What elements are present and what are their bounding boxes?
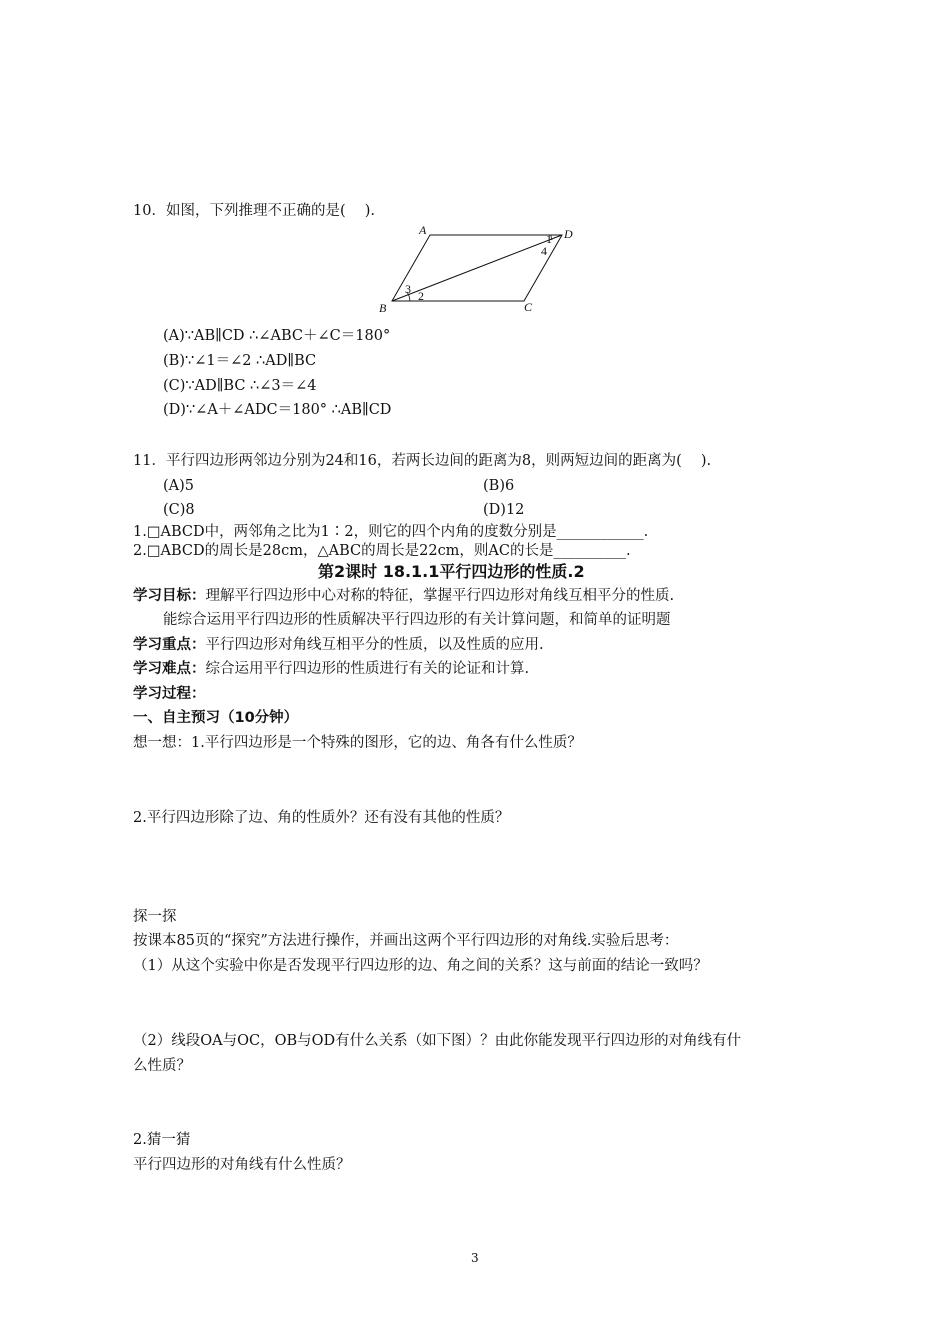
difficulty-line bbox=[133, 658, 529, 680]
process-label: 学习过程： bbox=[133, 686, 206, 702]
focus-label: 学习重点： bbox=[133, 637, 206, 653]
q10-option-c: (C)∵AD∥BC ∴∠3＝∠4 bbox=[163, 378, 317, 394]
label-angle-1: 1 bbox=[546, 232, 552, 246]
extra-question-1: 1.□ABCD中，两邻角之比为1∶2，则它的四个内角的度数分别是____________. bbox=[133, 524, 649, 540]
guess-title: 2.猜一猜 bbox=[133, 1132, 191, 1148]
label-b: B bbox=[379, 301, 387, 315]
goals-line-1 bbox=[133, 585, 674, 607]
explore-question-1: （1）从这个实验中你是否发现平行四边形的边、角之间的关系？这与前面的结论一致吗？ bbox=[133, 958, 708, 974]
lesson-title: 第2课时 18.1.1平行四边形的性质.2 bbox=[318, 562, 585, 581]
explore-question-2-line-2: 么性质？ bbox=[133, 1058, 191, 1074]
q11-option-b: (B)6 bbox=[483, 478, 515, 494]
difficulty-text: 综合运用平行四边形的性质进行有关的论证和计算. bbox=[205, 661, 530, 677]
q10-option-a: (A)∵AB∥CD ∴∠ABC＋∠C＝180° bbox=[163, 328, 391, 344]
q11-stem: 11．平行四边形两邻边分别为24和16，若两长边间的距离为8，则两短边间的距离为( ). bbox=[133, 453, 712, 469]
q11-option-c: (C)8 bbox=[163, 502, 195, 518]
label-angle-3: 3 bbox=[405, 282, 411, 296]
q11-option-d: (D)12 bbox=[483, 502, 525, 518]
label-angle-2: 2 bbox=[418, 289, 424, 303]
label-angle-4: 4 bbox=[541, 244, 547, 258]
page-number: 3 bbox=[471, 1251, 479, 1265]
label-c: C bbox=[524, 300, 533, 314]
goals-text-1: 理解平行四边形中心对称的特征，掌握平行四边形对角线互相平分的性质. bbox=[205, 588, 675, 604]
focus-line bbox=[133, 634, 544, 656]
q10-stem: 10．如图，下列推理不正确的是( ). bbox=[133, 203, 375, 219]
think-question-2: 2.平行四边形除了边、角的性质外？还有没有其他的性质？ bbox=[133, 810, 510, 826]
goals-text-2: 能综合运用平行四边形的性质解决平行四边形的有关计算问题，和简单的证明题 bbox=[163, 612, 671, 628]
explore-title: 探一探 bbox=[133, 909, 177, 925]
difficulty-label: 学习难点： bbox=[133, 661, 206, 677]
q10-option-b: (B)∵∠1＝∠2 ∴AD∥BC bbox=[163, 353, 317, 369]
explore-question-2-line-1: （2）线段OA与OC，OB与OD有什么关系（如下图）？由此你能发现平行四边形的对角线有什 bbox=[133, 1033, 742, 1049]
parallelogram-figure bbox=[370, 222, 590, 318]
q10-option-d: (D)∵∠A＋∠ADC＝180° ∴AB∥CD bbox=[163, 402, 392, 418]
label-a: A bbox=[419, 223, 427, 237]
label-d: D bbox=[564, 227, 573, 241]
extra-question-2: 2.□ABCD的周长是28cm，△ABC的周长是22cm，则AC的长是__________. bbox=[133, 543, 631, 559]
explore-instruction: 按课本85页的“探究”方法进行操作，并画出这两个平行四边形的对角线.实验后思考： bbox=[133, 933, 679, 949]
goals-label: 学习目标： bbox=[133, 588, 206, 604]
guess-question: 平行四边形的对角线有什么性质？ bbox=[133, 1157, 351, 1173]
think-question-1: 想一想：1.平行四边形是一个特殊的图形，它的边、角各有什么性质？ bbox=[133, 735, 582, 751]
q11-option-a: (A)5 bbox=[163, 478, 195, 494]
focus-text: 平行四边形对角线互相平分的性质，以及性质的应用. bbox=[205, 637, 544, 653]
section-1-heading: 一、自主预习（10分钟） bbox=[133, 710, 299, 726]
